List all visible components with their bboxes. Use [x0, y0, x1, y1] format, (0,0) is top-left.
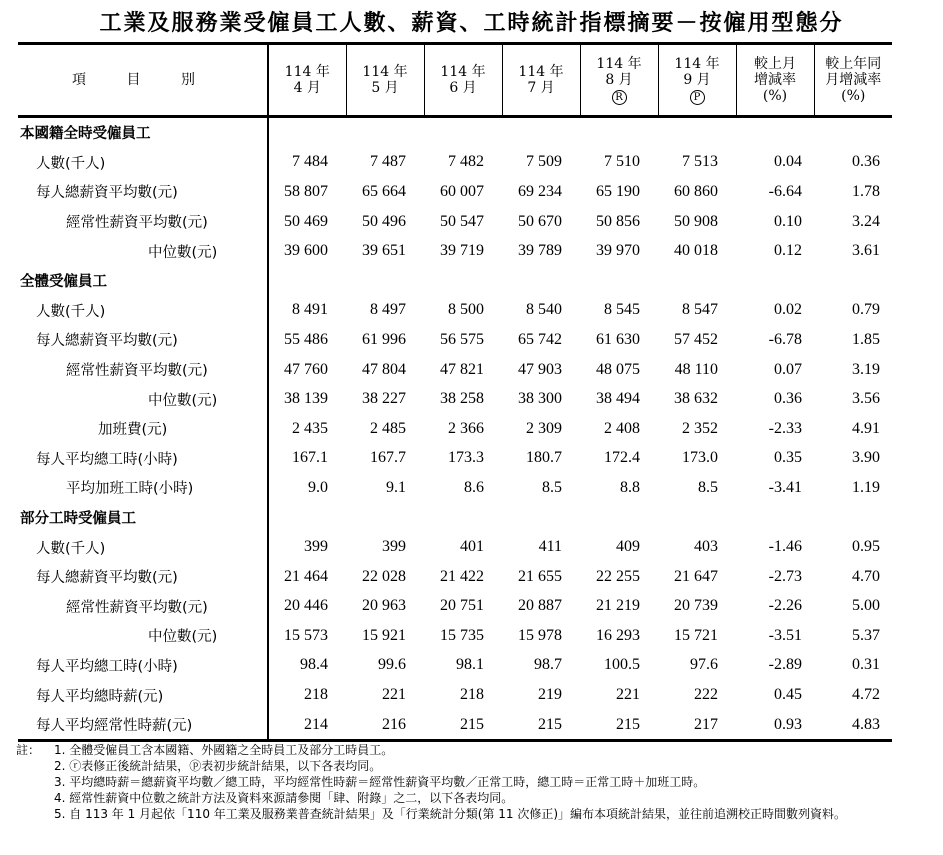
page-title: 工業及服務業受僱員工人數、薪資、工時統計指標摘要－按僱用型態分: [99, 10, 844, 36]
table-cell: 215: [616, 715, 640, 733]
row-label: 每人總薪資平均數(元): [18, 177, 268, 207]
table-cell: 47 760: [284, 360, 328, 378]
table-cell: 167.7: [370, 449, 406, 467]
table-cell: 0.79: [852, 301, 880, 319]
table-cell: 56 575: [440, 330, 484, 348]
table-cell: 65 664: [362, 182, 406, 200]
table-cell: 21 422: [440, 567, 484, 585]
footnote-row: [16, 758, 936, 774]
table-cell: 8.5: [698, 478, 718, 496]
table-cell: 40 018: [674, 242, 718, 260]
table-cell: 8.8: [620, 478, 640, 496]
footnote-row: [16, 790, 936, 806]
table-cell: 48 110: [674, 360, 718, 378]
table-cell: 215: [538, 715, 562, 733]
table-cell: -2.33: [768, 419, 802, 437]
table-cell: [814, 503, 892, 533]
table-cell: 7 487: [370, 153, 406, 171]
table-cell: 21 647: [674, 567, 718, 585]
table-row: [18, 384, 892, 414]
row-label: 經常性薪資平均數(元): [18, 207, 268, 237]
table-cell: 69 234: [518, 182, 562, 200]
table-cell: 403: [694, 538, 718, 556]
row-label: 中位數(元): [18, 621, 268, 651]
table-row: [18, 680, 892, 710]
statistics-table-wrapper: [18, 42, 892, 742]
footnote-indent: [16, 806, 54, 822]
table-cell: [502, 503, 580, 533]
table-cell: [268, 503, 346, 533]
table-cell: 214: [304, 715, 328, 733]
footnote-indent: [16, 774, 54, 790]
table-cell: 47 821: [440, 360, 484, 378]
header-period: [580, 44, 658, 117]
header-period: [658, 44, 736, 117]
table-cell: 218: [304, 686, 328, 704]
row-label: 每人平均總工時(小時): [18, 444, 268, 474]
header-period-month: 9 月: [683, 71, 711, 88]
table-cell: 38 139: [284, 390, 328, 408]
header-text: (%): [762, 88, 788, 104]
table-cell: [580, 503, 658, 533]
table-cell: 0.31: [852, 656, 880, 674]
table-cell: 8 497: [370, 301, 406, 319]
table-cell: 39 970: [596, 242, 640, 260]
table-cell: 173.0: [682, 449, 718, 467]
footnotes: [16, 742, 936, 822]
table-cell: [346, 266, 424, 296]
table-cell: 47 804: [362, 360, 406, 378]
row-label: 人數(千人): [18, 296, 268, 326]
section-label: 全體受僱員工: [18, 266, 268, 296]
table-cell: 1.19: [852, 478, 880, 496]
row-label: 每人平均經常性時薪(元): [18, 710, 268, 741]
table-cell: 61 996: [362, 330, 406, 348]
table-cell: 21 219: [596, 597, 640, 615]
table-row: [18, 414, 892, 444]
table-cell: 50 547: [440, 212, 484, 230]
table-cell: 7 513: [682, 153, 718, 171]
table-cell: 48 075: [596, 360, 640, 378]
header-period: [424, 44, 502, 117]
table-cell: [580, 266, 658, 296]
table-cell: 0.02: [774, 301, 802, 319]
row-label: 平均加班工時(小時): [18, 473, 268, 503]
revised-marker-icon: R: [612, 90, 627, 105]
table-cell: 60 007: [440, 182, 484, 200]
table-cell: 401: [460, 538, 484, 556]
table-cell: [736, 117, 814, 148]
table-cell: 2 309: [526, 419, 562, 437]
table-cell: 8 540: [526, 301, 562, 319]
row-label: 人數(千人): [18, 532, 268, 562]
table-cell: 38 494: [596, 390, 640, 408]
table-row: [18, 651, 892, 681]
row-label: 每人平均總時薪(元): [18, 680, 268, 710]
table-row: [18, 177, 892, 207]
header-period-year: 114 年: [674, 55, 720, 72]
section-row: [18, 117, 892, 148]
table-cell: 15 978: [518, 626, 562, 644]
table-cell: 98.7: [534, 656, 562, 674]
table-cell: [424, 266, 502, 296]
table-cell: 2 366: [448, 419, 484, 437]
table-cell: [424, 117, 502, 148]
table-cell: 47 903: [518, 360, 562, 378]
table-cell: 3.56: [852, 390, 880, 408]
table-cell: 22 255: [596, 567, 640, 585]
table-cell: 217: [694, 715, 718, 733]
table-cell: 7 482: [448, 153, 484, 171]
table-cell: 0.04: [774, 153, 802, 171]
header-text: 較上月: [754, 56, 796, 72]
table-cell: 5.00: [852, 597, 880, 615]
footnote-text: 2. ⓡ表修正後統計結果，ⓟ表初步統計結果，以下各表均同。: [54, 759, 382, 773]
row-label: 每人總薪資平均數(元): [18, 325, 268, 355]
table-cell: 7 509: [526, 153, 562, 171]
table-cell: 8 545: [604, 301, 640, 319]
table-cell: 2 408: [604, 419, 640, 437]
table-cell: [658, 266, 736, 296]
table-cell: 0.36: [774, 390, 802, 408]
header-period-month: 7 月: [527, 80, 555, 96]
table-body: [18, 117, 892, 741]
table-cell: 98.1: [456, 656, 484, 674]
table-cell: 39 600: [284, 242, 328, 260]
table-cell: 9.0: [308, 478, 328, 496]
table-cell: 61 630: [596, 330, 640, 348]
header-period-month: 4 月: [293, 80, 321, 96]
header-period-year: 114 年: [362, 64, 408, 80]
table-cell: 20 963: [362, 597, 406, 615]
table-cell: 0.95: [852, 538, 880, 556]
statistics-table: [18, 42, 892, 742]
table-cell: 218: [460, 686, 484, 704]
table-cell: 20 446: [284, 597, 328, 615]
table-cell: 22 028: [362, 567, 406, 585]
table-cell: 15 735: [440, 626, 484, 644]
table-row: [18, 592, 892, 622]
table-cell: 399: [382, 538, 406, 556]
table-cell: 1.78: [852, 182, 880, 200]
table-cell: 0.10: [774, 212, 802, 230]
table-row: [18, 207, 892, 237]
table-cell: 180.7: [526, 449, 562, 467]
table-cell: [736, 266, 814, 296]
table-cell: 38 300: [518, 390, 562, 408]
table-row: [18, 621, 892, 651]
table-cell: [424, 503, 502, 533]
table-cell: 221: [382, 686, 406, 704]
table-cell: 58 807: [284, 182, 328, 200]
table-row: [18, 444, 892, 474]
table-row: [18, 562, 892, 592]
table-cell: 98.4: [300, 656, 328, 674]
table-cell: 16 293: [596, 626, 640, 644]
table-cell: 221: [616, 686, 640, 704]
preliminary-marker-icon: P: [690, 90, 705, 105]
header-item: 項 目 別: [18, 44, 268, 117]
footnote-indent: [16, 758, 54, 774]
table-cell: 7 484: [292, 153, 328, 171]
table-row: [18, 355, 892, 385]
table-cell: 2 485: [370, 419, 406, 437]
header-period-month: 5 月: [371, 80, 399, 96]
table-cell: 15 721: [674, 626, 718, 644]
row-label: 經常性薪資平均數(元): [18, 355, 268, 385]
table-cell: 4.83: [852, 715, 880, 733]
table-cell: 2 435: [292, 419, 328, 437]
table-cell: -1.46: [768, 538, 802, 556]
table-cell: 50 856: [596, 212, 640, 230]
table-cell: 21 655: [518, 567, 562, 585]
table-cell: 39 789: [518, 242, 562, 260]
table-cell: 0.12: [774, 242, 802, 260]
header-period: [268, 44, 346, 117]
table-row: [18, 148, 892, 178]
header-period-month: 8 月: [605, 71, 633, 88]
table-cell: 20 739: [674, 597, 718, 615]
table-cell: 8.5: [542, 478, 562, 496]
table-cell: 15 573: [284, 626, 328, 644]
table-cell: 55 486: [284, 330, 328, 348]
table-cell: 172.4: [604, 449, 640, 467]
table-cell: 222: [694, 686, 718, 704]
table-cell: 5.37: [852, 626, 880, 644]
footnote-head: 註：: [16, 743, 41, 757]
table-cell: 8 491: [292, 301, 328, 319]
header-period: [346, 44, 424, 117]
header-text: 增減率: [754, 72, 796, 88]
table-cell: 3.90: [852, 449, 880, 467]
table-cell: 1.85: [852, 330, 880, 348]
table-cell: [736, 503, 814, 533]
header-period-month: 6 月: [449, 80, 477, 96]
table-cell: -3.41: [768, 478, 802, 496]
table-cell: 9.1: [386, 478, 406, 496]
table-cell: 3.24: [852, 212, 880, 230]
footnote-text: 3. 平均總時薪＝總薪資平均數／總工時，平均經常性時薪＝經常性薪資平均數／正常工時，總工時＝正常工時＋加班工時。: [54, 775, 706, 789]
table-cell: 0.36: [852, 153, 880, 171]
table-cell: 8.6: [464, 478, 484, 496]
row-label: 每人總薪資平均數(元): [18, 562, 268, 592]
table-cell: [346, 503, 424, 533]
table-cell: 8 547: [682, 301, 718, 319]
table-cell: 50 496: [362, 212, 406, 230]
table-cell: 215: [460, 715, 484, 733]
table-cell: 3.19: [852, 360, 880, 378]
table-cell: 2 352: [682, 419, 718, 437]
table-cell: [268, 266, 346, 296]
table-cell: 0.93: [774, 715, 802, 733]
table-cell: 4.91: [852, 419, 880, 437]
table-cell: -2.73: [768, 567, 802, 585]
table-cell: 100.5: [604, 656, 640, 674]
table-cell: 7 510: [604, 153, 640, 171]
table-cell: 0.45: [774, 686, 802, 704]
table-cell: [814, 266, 892, 296]
row-label: 加班費(元): [18, 414, 268, 444]
header-text: (%): [841, 88, 866, 104]
row-label: 中位數(元): [18, 236, 268, 266]
table-cell: 216: [382, 715, 406, 733]
section-row: [18, 503, 892, 533]
header-period-year: 114 年: [596, 55, 642, 72]
header-period: [502, 44, 580, 117]
table-cell: [346, 117, 424, 148]
table-cell: 50 908: [674, 212, 718, 230]
table-cell: 219: [538, 686, 562, 704]
table-cell: 65 742: [518, 330, 562, 348]
table-cell: 57 452: [674, 330, 718, 348]
table-row: [18, 473, 892, 503]
row-label: 經常性薪資平均數(元): [18, 592, 268, 622]
section-row: [18, 266, 892, 296]
table-cell: 411: [538, 538, 562, 556]
table-row: [18, 325, 892, 355]
table-cell: 4.70: [852, 567, 880, 585]
table-cell: -2.26: [768, 597, 802, 615]
table-row: [18, 532, 892, 562]
table-cell: -6.78: [768, 330, 802, 348]
table-cell: [268, 117, 346, 148]
table-cell: 50 670: [518, 212, 562, 230]
table-cell: -3.51: [768, 626, 802, 644]
header-text: 月增減率: [825, 72, 882, 88]
footnote-text: 1. 全體受僱員工含本國籍、外國籍之全時員工及部分工時員工。: [54, 743, 394, 757]
header-mom-change: [736, 44, 814, 117]
table-row: [18, 236, 892, 266]
table-row: [18, 710, 892, 741]
header-text: 較上年同: [825, 56, 882, 72]
footnote-text: 5. 自 113 年 1 月起依「110 年工業及服務業普查統計結果」及「行業統計分類(第 11 次修正)」編布本項統計結果，並往前追溯校正時間數列資料。: [54, 807, 847, 821]
header-period-year: 114 年: [518, 64, 564, 80]
row-label: 人數(千人): [18, 148, 268, 178]
table-cell: -2.89: [768, 656, 802, 674]
table-cell: 65 190: [596, 182, 640, 200]
table-cell: 409: [616, 538, 640, 556]
table-cell: 0.35: [774, 449, 802, 467]
footnote-text: 4. 經常性薪資中位數之統計方法及資料來源請參閱「肆、附錄」之二，以下各表均同。: [54, 791, 514, 805]
table-cell: [814, 117, 892, 148]
table-row: [18, 296, 892, 326]
header-period-year: 114 年: [440, 64, 486, 80]
table-cell: [502, 266, 580, 296]
table-cell: 39 651: [362, 242, 406, 260]
table-cell: 39 719: [440, 242, 484, 260]
table-cell: 8 500: [448, 301, 484, 319]
table-cell: 21 464: [284, 567, 328, 585]
footnote-row: [16, 774, 936, 790]
table-cell: 38 227: [362, 390, 406, 408]
table-cell: 20 887: [518, 597, 562, 615]
table-header: [18, 44, 892, 117]
footnote-row: [16, 742, 936, 758]
section-label: 部分工時受僱員工: [18, 503, 268, 533]
section-label: 本國籍全時受僱員工: [18, 117, 268, 148]
row-label: 中位數(元): [18, 384, 268, 414]
table-cell: [502, 117, 580, 148]
footnote-indent: [16, 790, 54, 806]
table-cell: 4.72: [852, 686, 880, 704]
table-cell: [658, 117, 736, 148]
table-cell: 15 921: [362, 626, 406, 644]
table-cell: [580, 117, 658, 148]
table-cell: [658, 503, 736, 533]
table-cell: 3.61: [852, 242, 880, 260]
table-cell: 399: [304, 538, 328, 556]
table-cell: 38 632: [674, 390, 718, 408]
table-cell: -6.64: [768, 182, 802, 200]
table-cell: 173.3: [448, 449, 484, 467]
footnote-row: [16, 806, 936, 822]
table-cell: 50 469: [284, 212, 328, 230]
table-cell: 38 258: [440, 390, 484, 408]
header-yoy-change: [814, 44, 892, 117]
table-cell: 0.07: [774, 360, 802, 378]
table-cell: 60 860: [674, 182, 718, 200]
table-cell: 99.6: [378, 656, 406, 674]
table-cell: 97.6: [690, 656, 718, 674]
header-period-year: 114 年: [284, 64, 330, 80]
table-cell: 167.1: [292, 449, 328, 467]
row-label: 每人平均總工時(小時): [18, 651, 268, 681]
table-cell: 20 751: [440, 597, 484, 615]
